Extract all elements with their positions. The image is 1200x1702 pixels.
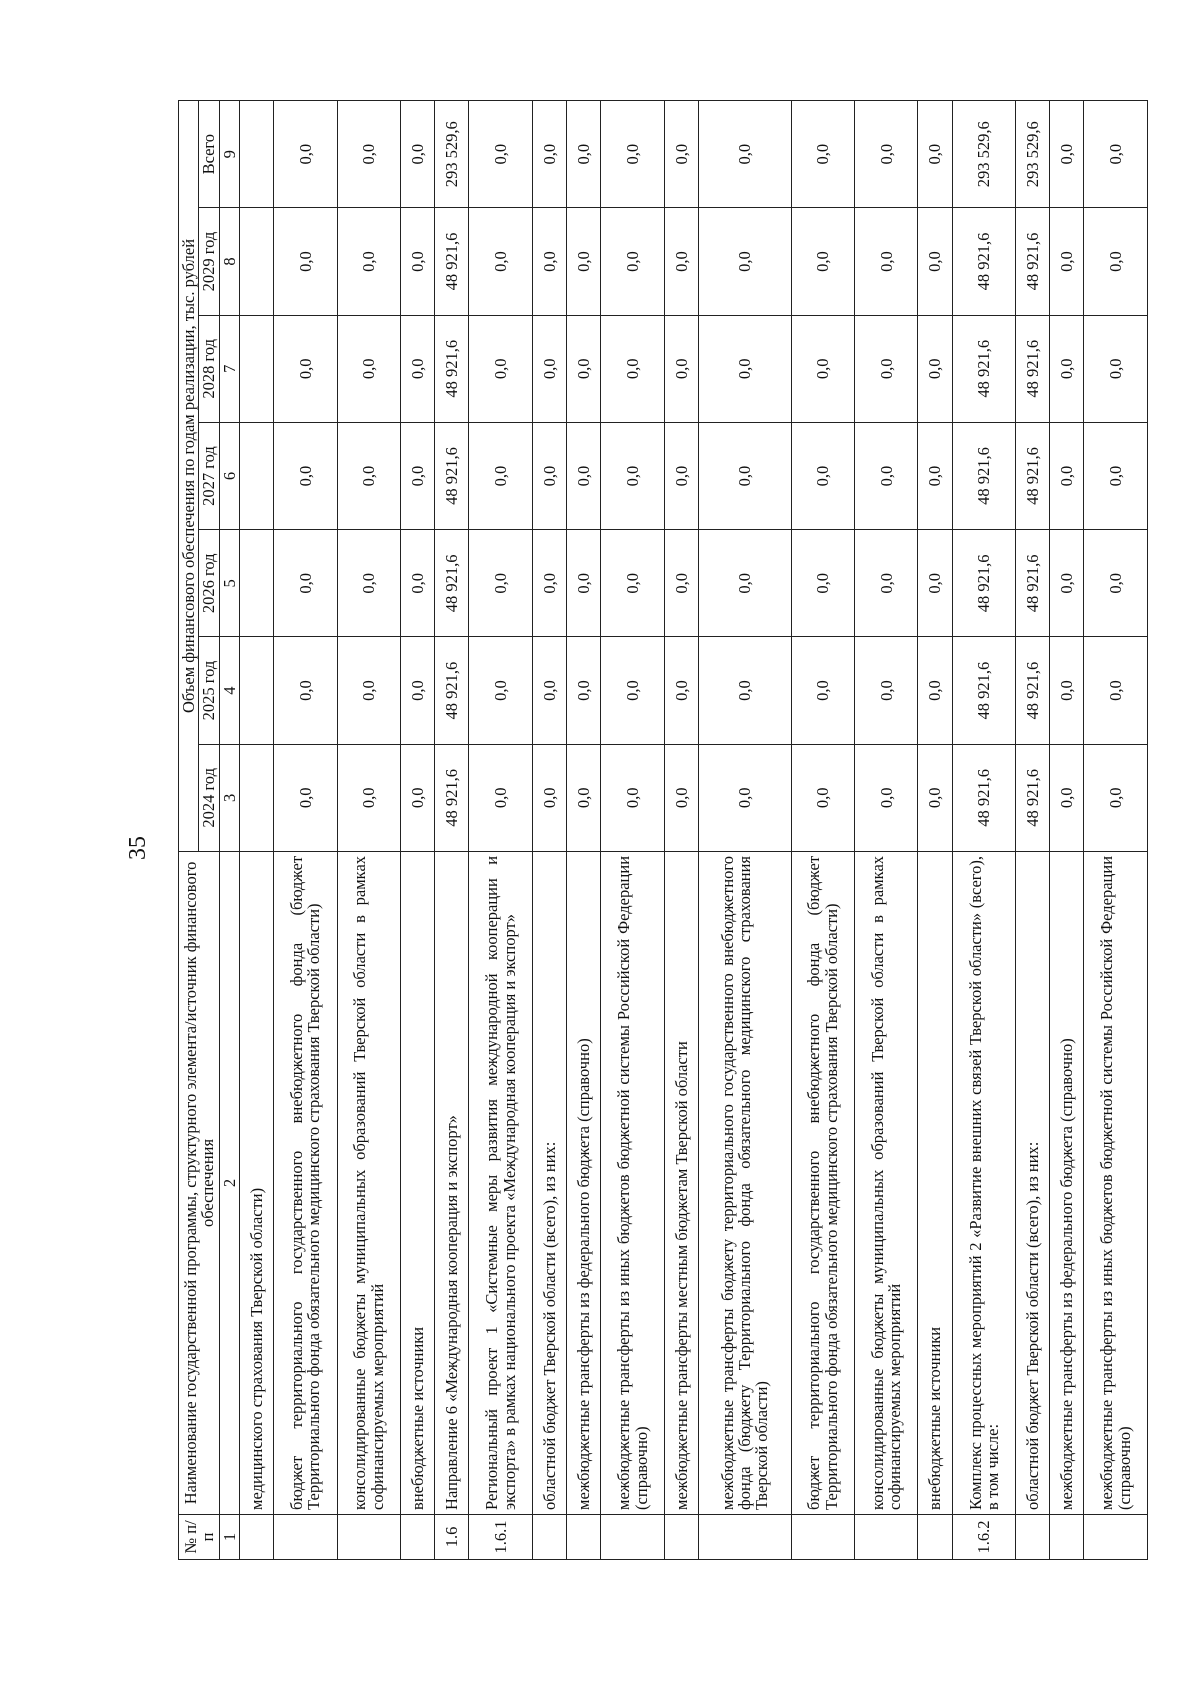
page-number: 35 — [125, 836, 151, 860]
row-year-value: 0,0 — [601, 744, 664, 851]
row-code — [567, 1514, 601, 1559]
total-header: Всего — [199, 101, 219, 208]
table-row — [791, 101, 854, 1560]
row-year-value: 0,0 — [274, 637, 337, 744]
row-year-value: 0,0 — [791, 530, 854, 637]
row-name: областной бюджет Тверской области (всего), из них: — [532, 851, 566, 1514]
row-year-value: 0,0 — [698, 530, 791, 637]
row-year-value: 48 921,6 — [435, 208, 469, 315]
row-name: внебюджетные источники — [918, 851, 952, 1514]
row-code: 1.6 — [435, 1514, 469, 1559]
row-name: бюджет территориального государственного внебюджетного фонда (бюджет Территориального фонда обязательного медицинского страхования Тверской области) — [791, 851, 854, 1514]
row-code — [1084, 1514, 1148, 1559]
row-year-value: 0,0 — [337, 744, 400, 851]
row-year-value: 48 921,6 — [1016, 530, 1050, 637]
year-header: 2028 год — [199, 315, 219, 422]
row-year-value: 0,0 — [400, 208, 434, 315]
row-year-value: 0,0 — [567, 530, 601, 637]
row-year-value: 0,0 — [1050, 422, 1084, 529]
row-year-value: 0,0 — [567, 315, 601, 422]
row-total: 0,0 — [1084, 101, 1148, 208]
row-year-value: 48 921,6 — [435, 530, 469, 637]
row-year-value: 0,0 — [532, 744, 566, 851]
row-year-value: 0,0 — [664, 530, 698, 637]
column-number: 1 — [219, 1514, 239, 1559]
row-year-value: 0,0 — [337, 208, 400, 315]
num-header: № п/п — [179, 1514, 220, 1559]
row-year-value: 0,0 — [601, 637, 664, 744]
row-year-value: 0,0 — [532, 530, 566, 637]
row-year-value: 0,0 — [854, 422, 917, 529]
row-year-value: 0,0 — [567, 422, 601, 529]
row-year-value: 0,0 — [854, 530, 917, 637]
row-year-value: 0,0 — [274, 208, 337, 315]
row-name: межбюджетные трансферты местным бюджетам Тверской области — [664, 851, 698, 1514]
row-name: межбюджетные трансферты из федерального бюджета (справочно) — [567, 851, 601, 1514]
row-year-value: 0,0 — [854, 208, 917, 315]
row-year-value — [239, 208, 273, 315]
row-year-value: 0,0 — [274, 744, 337, 851]
row-total: 0,0 — [664, 101, 698, 208]
row-year-value: 0,0 — [601, 208, 664, 315]
row-name: внебюджетные источники — [400, 851, 434, 1514]
table-row — [601, 101, 664, 1560]
row-year-value: 0,0 — [664, 208, 698, 315]
row-total: 293 529,6 — [1016, 101, 1050, 208]
row-code — [532, 1514, 566, 1559]
column-number: 8 — [219, 208, 239, 315]
year-header: 2029 год — [199, 208, 219, 315]
row-year-value: 0,0 — [791, 208, 854, 315]
row-name: консолидированные бюджеты муниципальных образований Тверской области в рамках софинансируемых мероприятий — [854, 851, 917, 1514]
row-code — [791, 1514, 854, 1559]
table-body — [239, 101, 1147, 1560]
row-name: бюджет территориального государственного внебюджетного фонда (бюджет Территориального фонда обязательного медицинского страхования Тверской области) — [274, 851, 337, 1514]
row-year-value: 0,0 — [1050, 637, 1084, 744]
row-code — [664, 1514, 698, 1559]
row-code — [274, 1514, 337, 1559]
table-row — [469, 101, 532, 1560]
financing-table-sheet — [178, 100, 1148, 1560]
row-code — [337, 1514, 400, 1559]
row-total: 0,0 — [918, 101, 952, 208]
row-name: Направление 6 «Международная кооперация и экспорт» — [435, 851, 469, 1514]
table-row — [400, 101, 434, 1560]
row-year-value: 48 921,6 — [952, 315, 1015, 422]
row-year-value: 0,0 — [400, 744, 434, 851]
row-year-value: 48 921,6 — [435, 315, 469, 422]
row-year-value: 0,0 — [337, 315, 400, 422]
row-year-value: 0,0 — [698, 208, 791, 315]
row-year-value: 48 921,6 — [435, 422, 469, 529]
table-row — [1016, 101, 1050, 1560]
row-year-value: 0,0 — [918, 422, 952, 529]
year-header: 2024 год — [199, 744, 219, 851]
row-year-value: 48 921,6 — [952, 422, 1015, 529]
row-total: 0,0 — [698, 101, 791, 208]
table-row — [274, 101, 337, 1560]
row-name: межбюджетные трансферты из иных бюджетов бюджетной системы Российской Федерации (справочно) — [1084, 851, 1148, 1514]
row-year-value: 0,0 — [567, 744, 601, 851]
row-year-value: 0,0 — [1084, 637, 1148, 744]
row-year-value: 48 921,6 — [435, 637, 469, 744]
row-year-value: 0,0 — [698, 422, 791, 529]
row-name: межбюджетные трансферты из иных бюджетов бюджетной системы Российской Федерации (справочно) — [601, 851, 664, 1514]
row-year-value: 48 921,6 — [1016, 637, 1050, 744]
row-code — [1050, 1514, 1084, 1559]
row-year-value: 0,0 — [1084, 530, 1148, 637]
row-total: 293 529,6 — [435, 101, 469, 208]
row-year-value: 0,0 — [791, 744, 854, 851]
row-code — [918, 1514, 952, 1559]
row-year-value: 0,0 — [1050, 530, 1084, 637]
row-code — [400, 1514, 434, 1559]
table-row — [532, 101, 566, 1560]
row-year-value: 0,0 — [532, 422, 566, 529]
year-header: 2026 год — [199, 530, 219, 637]
row-total: 0,0 — [532, 101, 566, 208]
column-number: 4 — [219, 637, 239, 744]
table-row — [1084, 101, 1148, 1560]
row-year-value — [239, 422, 273, 529]
row-year-value: 0,0 — [1084, 744, 1148, 851]
volume-header: Объем финансового обеспечения по годам реализации, тыс. рублей — [179, 101, 199, 852]
row-name: медицинского страхования Тверской области) — [239, 851, 273, 1514]
row-total: 0,0 — [1050, 101, 1084, 208]
row-year-value: 48 921,6 — [952, 530, 1015, 637]
row-year-value: 0,0 — [1084, 208, 1148, 315]
row-year-value: 0,0 — [601, 315, 664, 422]
row-year-value — [239, 744, 273, 851]
row-year-value: 0,0 — [1084, 422, 1148, 529]
table-row — [239, 101, 273, 1560]
row-year-value: 0,0 — [698, 744, 791, 851]
row-year-value: 0,0 — [854, 637, 917, 744]
column-number: 2 — [219, 851, 239, 1514]
row-year-value: 0,0 — [854, 744, 917, 851]
row-year-value: 0,0 — [532, 315, 566, 422]
row-name: консолидированные бюджеты муниципальных образований Тверской области в рамках софинансируемых мероприятий — [337, 851, 400, 1514]
row-year-value: 0,0 — [698, 315, 791, 422]
row-year-value: 0,0 — [274, 530, 337, 637]
row-year-value: 0,0 — [1050, 208, 1084, 315]
row-total: 0,0 — [567, 101, 601, 208]
row-year-value: 0,0 — [854, 315, 917, 422]
column-number: 3 — [219, 744, 239, 851]
row-year-value: 0,0 — [469, 422, 532, 529]
row-year-value: 48 921,6 — [1016, 208, 1050, 315]
row-year-value: 0,0 — [601, 422, 664, 529]
header-row-top — [179, 101, 199, 1560]
column-number: 6 — [219, 422, 239, 529]
row-year-value — [239, 637, 273, 744]
row-code — [854, 1514, 917, 1559]
row-year-value — [239, 530, 273, 637]
row-year-value: 0,0 — [567, 208, 601, 315]
row-code: 1.6.1 — [469, 1514, 532, 1559]
row-total: 0,0 — [274, 101, 337, 208]
table-row — [435, 101, 469, 1560]
row-year-value: 0,0 — [337, 530, 400, 637]
row-year-value: 0,0 — [791, 637, 854, 744]
row-year-value: 0,0 — [400, 637, 434, 744]
row-total: 0,0 — [337, 101, 400, 208]
row-year-value: 0,0 — [400, 422, 434, 529]
row-total: 0,0 — [469, 101, 532, 208]
row-year-value: 0,0 — [469, 208, 532, 315]
row-year-value: 0,0 — [469, 637, 532, 744]
row-year-value — [239, 315, 273, 422]
row-total: 0,0 — [854, 101, 917, 208]
row-year-value: 0,0 — [1050, 744, 1084, 851]
row-year-value: 0,0 — [1050, 315, 1084, 422]
row-name: Комплекс процессных мероприятий 2 «Развитие внешних связей Тверской области» (всего), в том числе: — [952, 851, 1015, 1514]
row-year-value: 0,0 — [664, 422, 698, 529]
row-year-value: 0,0 — [337, 422, 400, 529]
row-name: межбюджетные трансферты из федерального бюджета (справочно) — [1050, 851, 1084, 1514]
row-year-value: 0,0 — [918, 315, 952, 422]
name-header: Наименование государственной программы, структурного элемента/источник финансового обеспечения — [179, 851, 220, 1514]
row-year-value: 0,0 — [400, 530, 434, 637]
row-year-value: 48 921,6 — [435, 744, 469, 851]
row-year-value: 0,0 — [601, 530, 664, 637]
row-year-value: 0,0 — [1084, 315, 1148, 422]
table-row — [854, 101, 917, 1560]
row-year-value: 0,0 — [532, 208, 566, 315]
row-total: 0,0 — [601, 101, 664, 208]
financing-table — [178, 100, 1148, 1560]
row-year-value: 0,0 — [791, 422, 854, 529]
column-number-row — [219, 101, 239, 1560]
row-name: областной бюджет Тверской области (всего), из них: — [1016, 851, 1050, 1514]
row-name: Региональный проект 1 «Системные меры развития международной кооперации и экспорта» в рамках национального проекта «Международная кооперация и экспорт» — [469, 851, 532, 1514]
row-year-value: 0,0 — [918, 744, 952, 851]
table-row — [952, 101, 1015, 1560]
table-row — [698, 101, 791, 1560]
row-year-value: 0,0 — [337, 637, 400, 744]
row-code — [601, 1514, 664, 1559]
column-number: 9 — [219, 101, 239, 208]
row-code — [239, 1514, 273, 1559]
row-year-value: 0,0 — [400, 315, 434, 422]
row-year-value: 48 921,6 — [952, 208, 1015, 315]
row-name: межбюджетные трансферты бюджету территориального государственного внебюджетного фонда (бюджету Территориального фонда обязательного медицинского страхования Тверской области) — [698, 851, 791, 1514]
row-year-value: 0,0 — [664, 744, 698, 851]
row-year-value: 0,0 — [698, 637, 791, 744]
row-year-value: 0,0 — [918, 530, 952, 637]
row-total — [239, 101, 273, 208]
row-year-value: 0,0 — [791, 315, 854, 422]
table-row — [918, 101, 952, 1560]
column-number: 7 — [219, 315, 239, 422]
row-code — [1016, 1514, 1050, 1559]
column-number: 5 — [219, 530, 239, 637]
row-year-value: 0,0 — [918, 637, 952, 744]
row-year-value: 0,0 — [469, 530, 532, 637]
row-year-value: 0,0 — [567, 637, 601, 744]
table-row — [337, 101, 400, 1560]
row-year-value: 0,0 — [664, 637, 698, 744]
row-year-value: 0,0 — [274, 422, 337, 529]
year-header: 2025 год — [199, 637, 219, 744]
row-year-value: 48 921,6 — [1016, 315, 1050, 422]
table-row — [567, 101, 601, 1560]
row-total: 0,0 — [791, 101, 854, 208]
row-code — [698, 1514, 791, 1559]
year-header: 2027 год — [199, 422, 219, 529]
row-year-value: 0,0 — [664, 315, 698, 422]
row-year-value: 48 921,6 — [1016, 422, 1050, 529]
row-year-value: 0,0 — [469, 315, 532, 422]
row-year-value: 48 921,6 — [1016, 744, 1050, 851]
table-row — [1050, 101, 1084, 1560]
row-total: 293 529,6 — [952, 101, 1015, 208]
row-year-value: 0,0 — [532, 637, 566, 744]
row-year-value: 48 921,6 — [952, 637, 1015, 744]
row-year-value: 48 921,6 — [952, 744, 1015, 851]
row-code: 1.6.2 — [952, 1514, 1015, 1559]
row-year-value: 0,0 — [274, 315, 337, 422]
row-year-value: 0,0 — [918, 208, 952, 315]
row-year-value: 0,0 — [469, 744, 532, 851]
table-row — [664, 101, 698, 1560]
row-total: 0,0 — [400, 101, 434, 208]
